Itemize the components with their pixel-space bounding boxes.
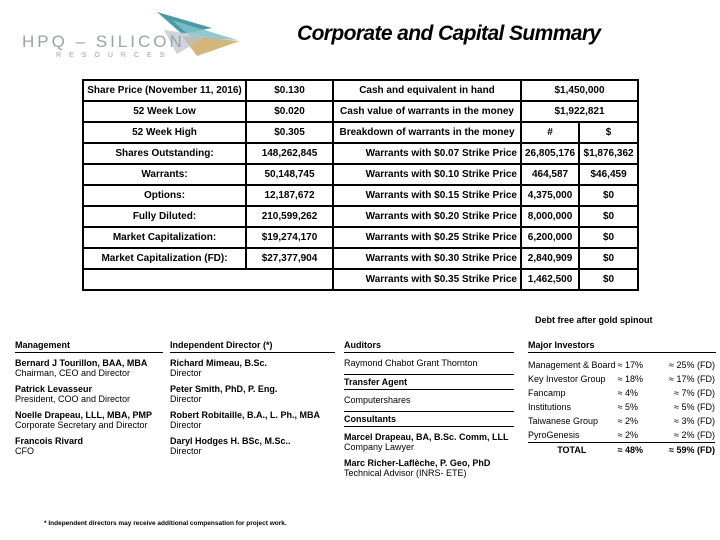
investors-header: Major Investors [528,340,716,353]
investor-cell: ≈ 2% [617,430,639,440]
person-entry [170,358,335,378]
investor-cell: Institutions [528,402,572,412]
person-entry [344,458,514,478]
person-entry [15,436,163,456]
person-role: Chairman, CEO and Director [15,368,131,378]
person-name: Marcel Drapeau, BA, B.Sc. Comm, LLL [344,432,509,442]
investor-row [528,428,715,443]
investor-cell: PyroGenesis [528,430,580,440]
cap-cell: $0 [579,227,638,248]
person-name: Marc Richer-Laflèche, P. Geo, PhD [344,458,491,468]
investor-cell: ≈ 17% [617,360,644,370]
investor-cell: ≈ 18% [617,374,644,384]
directors-section [170,340,335,462]
company-logo [22,10,222,58]
cap-cell: Cash value of warrants in the money [333,101,521,122]
cap-cell: 1,462,500 [521,269,579,290]
cap-cell: $0 [579,185,638,206]
person-name: Bernard J Tourillon, BAA, MBA [15,358,148,368]
cap-cell: Options: [83,185,246,206]
person-role: Director [170,420,202,430]
footnote: * Independent directors may receive additional compensation for project work. [44,520,287,527]
investor-cell: Taiwanese Group [528,416,599,426]
cap-cell: Warrants with $0.35 Strike Price [333,269,521,290]
person-name: Robert Robitaille, B.A., L. Ph., MBA [170,410,321,420]
cap-row [83,164,638,185]
cap-cell: $ [579,122,638,143]
person-entry [344,432,514,452]
management-list [15,358,163,456]
person-name: Peter Smith, PhD, P. Eng. [170,384,278,394]
person-role: President, COO and Director [15,394,131,404]
person-role: Director [170,368,202,378]
person-role: Director [170,446,202,456]
cap-cell: 50,148,745 [246,164,333,185]
investor-cell: ≈ 48% [616,443,659,458]
cap-cell: $1,922,821 [521,101,638,122]
cap-cell: 2,840,909 [521,248,579,269]
investors-table [528,358,715,457]
investor-cell: Management & Board [528,360,616,370]
investor-row [528,372,715,386]
investors-total-row [528,443,715,458]
cap-cell: Warrants with $0.10 Strike Price [333,164,521,185]
investors-section [528,340,716,457]
cap-cell: Breakdown of warrants in the money [333,122,521,143]
cap-cell: Shares Outstanding: [83,143,246,164]
investor-cell: ≈ 5% [617,402,639,412]
auditors-header: Auditors [344,340,514,353]
cap-cell: Cash and equivalent in hand [333,80,521,101]
cap-cell: Warrants with $0.07 Strike Price [333,143,521,164]
person-entry [15,358,163,378]
cap-cell: Warrants with $0.25 Strike Price [333,227,521,248]
investor-cell: ≈ 4% [617,388,639,398]
management-section [15,340,163,462]
investor-cell: ≈ 2% [617,416,639,426]
cap-cell: Warrants with $0.20 Strike Price [333,206,521,227]
investor-row [528,358,715,372]
investor-cell: ≈ 7% (FD) [674,388,715,398]
person-role: Company Lawyer [344,442,415,452]
investor-cell: ≈ 3% (FD) [674,416,715,426]
person-entry [15,410,163,430]
cap-cell: $1,876,362 [579,143,638,164]
cap-cell: Fully Diluted: [83,206,246,227]
directors-list [170,358,335,456]
transfer-agent-header: Transfer Agent [344,374,514,390]
person-name: Patrick Levasseur [15,384,93,394]
person-entry [170,410,335,430]
cap-row [83,227,638,248]
cap-cell: 4,375,000 [521,185,579,206]
investor-cell: ≈ 2% (FD) [674,430,715,440]
cap-row [83,248,638,269]
cap-cell-empty [83,269,333,290]
investor-cell: Fancamp [528,388,566,398]
cap-cell: 12,187,672 [246,185,333,206]
cap-row [83,101,638,122]
investor-cell: ≈ 59% (FD) [659,443,715,458]
cap-row [83,122,638,143]
cap-cell: 8,000,000 [521,206,579,227]
logo-text: HPQ – SILICON [22,32,185,51]
person-entry [170,384,335,404]
person-role: Director [170,394,202,404]
cap-cell: 148,262,845 [246,143,333,164]
person-name: Daryl Hodges H. BSc, M.Sc.. [170,436,291,446]
cap-cell: $27,377,904 [246,248,333,269]
cap-cell: 464,587 [521,164,579,185]
cap-cell: $19,274,170 [246,227,333,248]
person-role: Corporate Secretary and Director [15,420,148,430]
investor-cell: ≈ 5% (FD) [674,402,715,412]
advisors-section [344,340,514,484]
cap-cell: 210,599,262 [246,206,333,227]
person-role: CFO [15,446,34,456]
cap-cell: Market Capitalization: [83,227,246,248]
investor-row [528,400,715,414]
person-name: Francois Rivard [15,436,84,446]
investor-cell: ≈ 25% (FD) [669,360,715,370]
investor-cell: ≈ 17% (FD) [669,374,715,384]
cap-cell: Warrants: [83,164,246,185]
person-role: Technical Advisor (INRS- ETE) [344,468,467,478]
cap-row [83,143,638,164]
cap-cell: 52 Week Low [83,101,246,122]
debt-free-note: Debt free after gold spinout [535,315,653,325]
transfer-agent-value: Computershares [344,395,411,405]
cap-cell: $0.305 [246,122,333,143]
cap-cell: $0.130 [246,80,333,101]
logo-subtext: RESOURCES [56,52,173,59]
management-header: Management [15,340,163,353]
person-name: Noelle Drapeau, LLL, MBA, PMP [15,410,153,420]
cap-cell: Warrants with $0.15 Strike Price [333,185,521,206]
cap-row [83,80,638,101]
cap-cell: $1,450,000 [521,80,638,101]
cap-cell: Market Capitalization (FD): [83,248,246,269]
cap-cell: $46,459 [579,164,638,185]
investor-row [528,414,715,428]
person-name: Richard Mimeau, B.Sc. [170,358,268,368]
person-entry [170,436,335,456]
cap-cell: $0 [579,248,638,269]
directors-header: Independent Director (*) [170,340,335,353]
cap-cell: $0.020 [246,101,333,122]
investor-cell: Key Investor Group [528,374,606,384]
consultants-list [344,432,514,478]
cap-cell: 6,200,000 [521,227,579,248]
cap-cell: # [521,122,579,143]
cap-cell: $0 [579,206,638,227]
page-title: Corporate and Capital Summary [297,22,601,45]
cap-row [83,269,638,290]
capital-summary-table [82,79,639,291]
auditors-value: Raymond Chabot Grant Thornton [344,358,478,368]
cap-cell: 26,805,176 [521,143,579,164]
investor-row [528,386,715,400]
cap-row [83,185,638,206]
person-entry [15,384,163,404]
cap-cell: Warrants with $0.30 Strike Price [333,248,521,269]
cap-row [83,206,638,227]
cap-cell: Share Price (November 11, 2016) [83,80,246,101]
investor-cell: TOTAL [528,443,616,458]
cap-cell: 52 Week High [83,122,246,143]
cap-cell: $0 [579,269,638,290]
consultants-header: Consultants [344,411,514,427]
